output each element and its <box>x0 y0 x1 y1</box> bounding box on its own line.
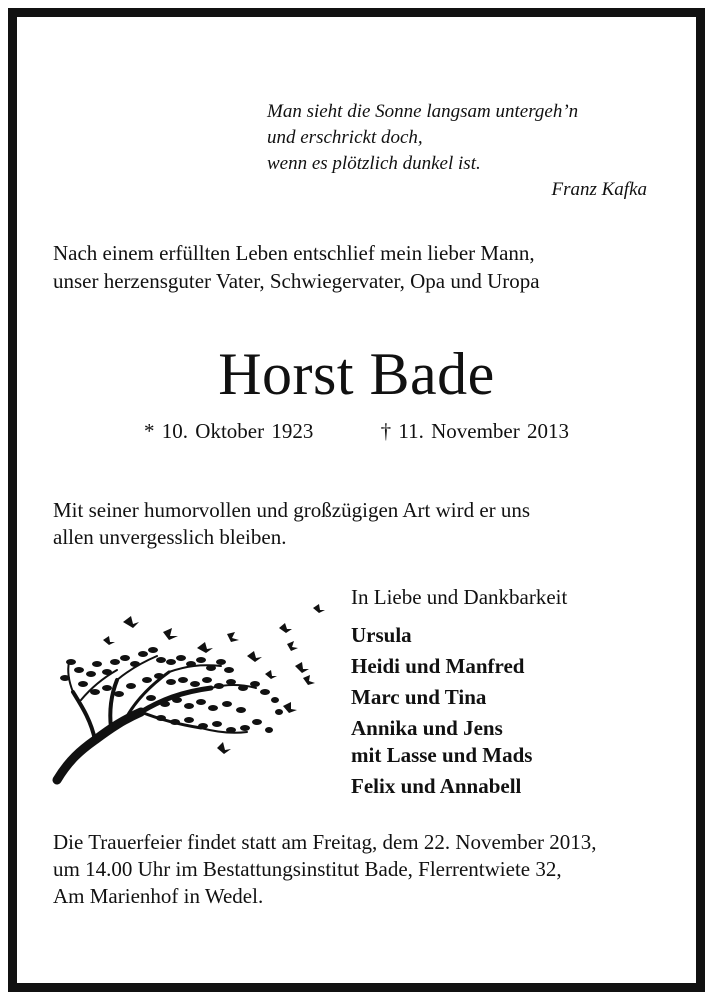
mourner-name: Felix und Annabell <box>351 774 522 798</box>
intro-line: unser herzensguter Vater, Schwiegervater, Opa und Uropa <box>53 269 540 293</box>
death-date: † 11. November 2013 <box>380 419 569 443</box>
intro-text <box>53 239 673 295</box>
obituary-notice <box>8 8 705 992</box>
mourner-name: mit Lasse und Mads <box>351 743 533 767</box>
ceremony-line: Am Marienhof in Wedel. <box>53 884 264 908</box>
birth-date: * 10. Oktober 1923 <box>144 419 314 443</box>
tree-with-birds-illustration <box>51 600 341 785</box>
mourner-name: Ursula <box>351 623 412 647</box>
kafka-quote <box>267 99 687 203</box>
quote-line: wenn es plötzlich dunkel ist. <box>267 153 481 174</box>
ceremony-line: Die Trauerfeier findet statt am Freitag, dem 22. November 2013, <box>53 830 597 854</box>
life-dates <box>17 417 696 445</box>
deceased-name: Horst Bade <box>218 341 495 407</box>
mourner-name: Heidi und Manfred <box>351 654 525 678</box>
tribute-text <box>53 497 693 551</box>
quote-author: Franz Kafka <box>551 179 647 200</box>
mourner-name: Annika und Jens <box>351 716 503 740</box>
funeral-details <box>53 829 693 910</box>
mourner-name: Marc und Tina <box>351 685 487 709</box>
closing-phrase: In Liebe und Dankbarkeit <box>351 585 568 609</box>
ceremony-line: um 14.00 Uhr im Bestattungsinstitut Bade, Flerrentwiete 32, <box>53 857 562 881</box>
mourners-list <box>351 622 532 800</box>
quote-line: Man sieht die Sonne langsam untergeh’n <box>267 101 579 122</box>
tribute-line: allen unvergesslich bleiben. <box>53 525 287 549</box>
tribute-line: Mit seiner humorvollen und großzügigen Art wird er uns <box>53 498 531 522</box>
quote-line: und erschrickt doch, <box>267 127 423 148</box>
intro-line: Nach einem erfüllten Leben entschlief mein lieber Mann, <box>53 241 535 265</box>
